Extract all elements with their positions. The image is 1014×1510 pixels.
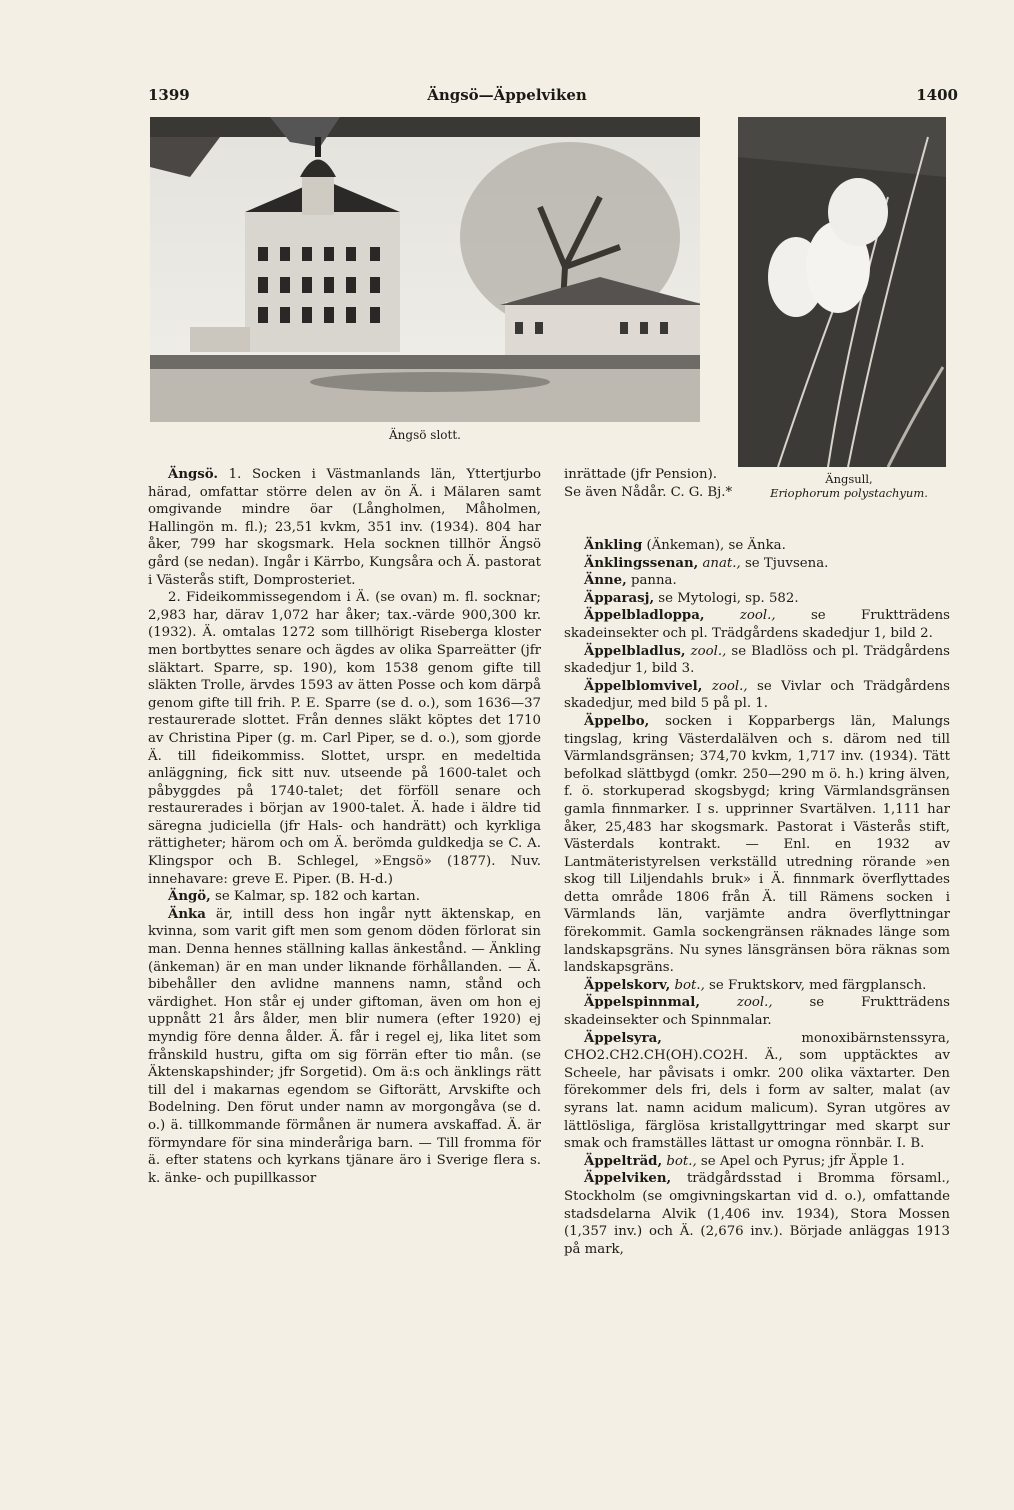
entry-label: bot., <box>662 1153 697 1169</box>
entry-label: zool., <box>702 678 748 694</box>
entry-apparasj <box>564 590 950 608</box>
cottongrass-caption <box>744 472 954 500</box>
entry-appelskorv <box>564 977 950 995</box>
column-left <box>148 466 541 1187</box>
headword: Ängö, <box>168 889 211 905</box>
entry-ankling <box>564 537 950 555</box>
entry-appelspinnmal <box>564 994 950 1029</box>
entry-text: se Fruktskorv, med färgplansch. <box>704 977 927 993</box>
headword: Ängsö. <box>168 467 219 482</box>
column-right-top: inrättade (jfr Pension). Se även Nådår. C. G. Bj.* <box>564 467 733 500</box>
entry-text: se Kalmar, sp. 182 och kartan. <box>210 889 420 905</box>
entry-appelbo <box>564 713 950 977</box>
entry-appelviken <box>564 1170 950 1258</box>
entry-label: zool., <box>699 995 773 1011</box>
entry-text: se Tjuvsena. <box>740 555 829 571</box>
cottongrass-photo <box>738 117 946 467</box>
entry-label: zool., <box>704 608 776 624</box>
column-right <box>564 537 950 1258</box>
entry-angso-1 <box>148 466 541 589</box>
headword: Änklingssenan, <box>584 555 699 571</box>
entry-text: se Vivlar och Trädgårdens skadedjur, med bild 5 på pl. 1. <box>564 678 950 712</box>
entry-angso-2: 2. Fideikommissegendom i Ä. (se ovan) m. fl. socknar; 2,983 har, därav 1,072 har åker; tax.-värde 900,300 kr. (1932). Ä. omtalas 1272 som tillhörigt Riseberga kloster men bortbyttes senare och ägdes av olika Sparreätter (jfr släktart. Sparre, sp. 190), kom 1538 genom gifte till släkten Trolle, ärvdes 1593 av ätten Posse och kom därpå genom gifte till frih. P. E. Sparre (se d. o.), som 1636—37 restaurerade slottet. Från dennes släkt köptes det 1710 av Christina Piper (g. m. Carl Piper, se d. o.), som gjorde Ä. till fideikommiss. Slottet, urspr. en medeltida anläggning, fick sitt nuv. utseende på 1600-talet och påbyggdes på 1740-talet; det förföll senare och restaurerades i början av 1900-talet. Ä. hade i äldre tid säregna judiciella (jfr Hals- och handrätt) och kyrkliga rättigheter; härom och om Ä. berömda guldkedja se C. A. Klingspor och B. Schlegel, »Engsö» (1877). Nuv. innehavare: greve E. Piper. (B. H-d.) <box>148 590 541 887</box>
headword: Änne, <box>584 573 627 589</box>
entry-text: se Fruktträdens skadeinsekter och pl. Trädgårdens skadedjur 1, bild 2. <box>564 608 951 641</box>
castle-caption: Ängsö slott. <box>389 428 461 442</box>
castle-photo <box>150 117 700 422</box>
headword: Äppelviken, <box>584 1171 672 1187</box>
headword: Äppelbladlus, <box>584 643 686 659</box>
running-header: Ängsö—Äppelviken <box>427 86 587 104</box>
headword: Äppelspinnmal, <box>584 995 700 1011</box>
entry-appelsyra <box>564 1030 950 1153</box>
headword: Änka <box>168 906 206 922</box>
headword: Äppelblomvivel, <box>584 678 703 694</box>
caption-title: Ängsull, <box>825 472 873 486</box>
entry-text: panna. <box>626 573 677 589</box>
entry-text: är, intill dess hon ingår nytt äktenskap, en kvinna, som varit gift men som genom döden förlorat sin man. Denna hennes ställning kallas änkestånd. — Änkling (änkeman) är en man under liknande förhållanden. — Ä. bibehåller den avlidne mannens namn, stånd och värdighet. Hon står ej under giftoman, även om hon ej uppnått 21 års ålder, men blir numera (efter 1920) ej myndig före denna ålder. Ä. får i regel ej, lika litet som frånskild hustru, gifta om sig förrän efter tio mån. (se Äktenskapshinder; jfr Sorgetid). Om ä:s och änklings rätt till del i makarnas egendom se Giftorätt, Arvskifte och Bodelning. Den förut under namn av morgongåva (se d. o.) ä. tillkommande förmånen är numera avskaffad. Ä. är förmyndare för sina minderåriga barn. — Till fromma för ä. efter statens och kyrkans tjänare äro i Sverige flera s. k. änke- och pupillkassor <box>148 906 541 1186</box>
headword: Änkling <box>584 538 643 553</box>
headword: Äppelsyra, <box>584 1030 662 1046</box>
entry-text: se Bladlöss och pl. Trädgårdens skadedjur 1, bild 3. <box>564 643 950 677</box>
entry-label: zool., <box>685 643 727 659</box>
page-number-right: 1400 <box>916 86 958 104</box>
headword: Äppelskorv, <box>584 977 671 993</box>
entry-text: 1. Socken i Västmanlands län, Yttertjurbo härad, omfattar större delen av ön Ä. i Mälaren samt omgivande mindre öar (Långholmen, Måholmen, Hallingön m. fl.); 23,51 kvkm, 351 inv. (1934). 804 har åker, 799 har skogsmark. Hela socknen tillhör Ängsö gård (se nedan). Ingår i Kärrbo, Kungsåra och Ä. pastorat i Västerås stift, Domprosteriet. <box>148 467 541 588</box>
entry-text: se Mytologi, sp. 582. <box>654 590 799 606</box>
headword: Äppelbo, <box>584 713 650 729</box>
entry-appelbladlus <box>564 643 950 678</box>
entry-label: anat., <box>698 555 741 571</box>
entry-text: (Änkeman), se Änka. <box>642 538 786 553</box>
entry-appelbladloppa <box>564 607 950 642</box>
entry-anka <box>148 906 541 1188</box>
entry-text: trädgårdsstad i Bromma församl., Stockholm (se omgivningskartan vid d. o.), omfattande stadsdelarna Alvik (1,406 inv. 1934), Stora Mossen (1,357 inv.) och Ä. (2,676 inv.). Började anläggas 1913 på mark, <box>564 1171 950 1257</box>
headword: Äpparasj, <box>584 590 655 606</box>
caption-scientific-name: Eriophorum polystachyum. <box>770 486 928 500</box>
entry-label: bot., <box>670 977 705 993</box>
page-number-left: 1399 <box>148 86 190 104</box>
entry-anklingssenan <box>564 555 950 573</box>
entry-anne <box>564 572 950 590</box>
entry-appelblomvivel <box>564 678 950 713</box>
entry-ango <box>148 888 541 906</box>
entry-text: se Apel och Pyrus; jfr Äpple 1. <box>696 1153 905 1169</box>
entry-appeltrad <box>564 1153 950 1171</box>
entry-text: monoxibärnstenssyra, CHO2.CH2.CH(OH).CO2H. Ä., som upptäcktes av Scheele, har påvisats i omkr. 200 olika växtarter. Den förekommer dels fri, dels i form av salter, malat (av syrans lat. namn acidum malicum). Syran utgöres av lättlösliga, färglösa kristallgyttringar med skarpt sur smak och framställes lättast ur omogna rönnbär. I. B. <box>564 1030 950 1152</box>
entry-text: socken i Kopparbergs län, Malungs tingslag, kring Västerdalälven och s. därom ned till Värmlandsgränsen; 374,70 kvkm, 1,717 inv. (1934). Tätt befolkad slättbygd (omkr. 250—290 m ö. h.) kring älven, f. ö. storkuperad skogsbygd; kring Värmlandsgränsen gamla finnmarker. I s. upprinner Svartälven. 1,111 har åker, 25,483 har skogsmark. Pastorat i Västerås stift, Västerdals kontrakt. — Enl. en 1932 av Lantmäteristyrelsen verkställd utredning rörande »en skog till Liljendahls bruk» i Ä. finnmark överflyttades detta område 1806 från Ä. till Rämens socken i Värmlands län, varjämte andra överflyttningar förekommit. Gamla sockengränsen räknades länge som landskapsgräns. Nu synes länsgränsen böra räknas som landskapsgräns. <box>564 713 950 976</box>
headword: Äppelbladloppa, <box>584 608 705 624</box>
entry-text: se Fruktträdens skadeinsekter och Spinnmalar. <box>564 995 951 1029</box>
headword: Äppelträd, <box>584 1153 663 1169</box>
